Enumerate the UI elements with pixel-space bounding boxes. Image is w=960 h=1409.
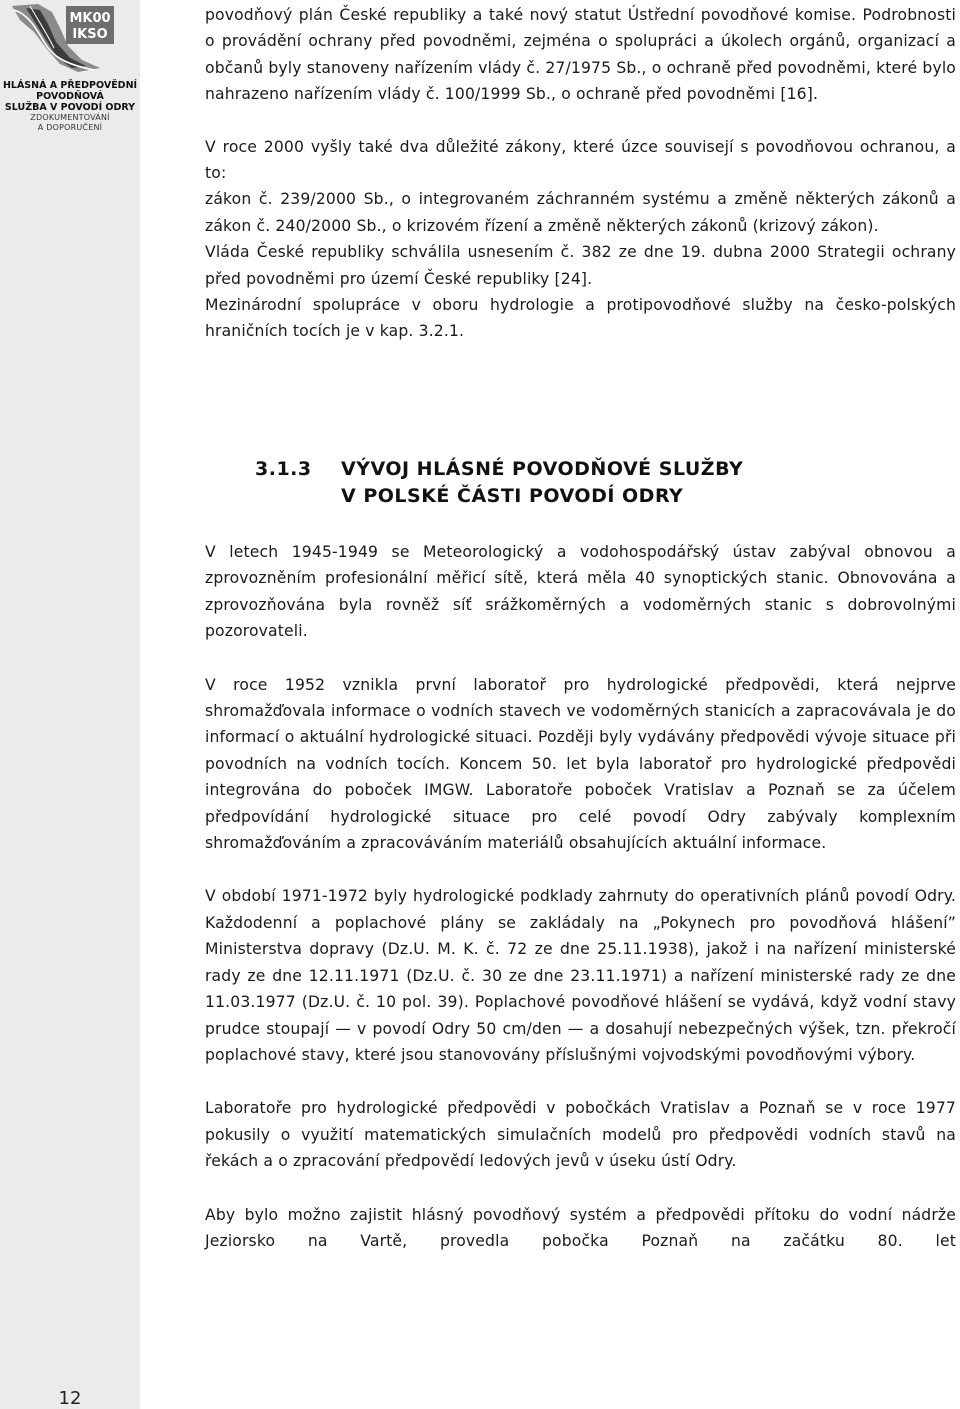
paragraph: Mezinárodní spolupráce v oboru hydrologie a protipovodňové služby na česko-polských hraničních tocích je v kap. 3.2.1. — [205, 296, 956, 341]
paragraph: V období 1971-1972 byly hydrologické podklady zahrnuty do operativních plánů povodí Odry. Každodenní a poplachové plány se zakládaly na „Pokynech pro povodňová hlášení” Ministerstva dopravy (Dz.U. M. K. č. 72 ze dne 25.11.1938), jakož i na nařízení ministerské rady ze dne 12.11.1971 (Dz.U. č. 30 ze dne 23.11.1971) a nařízení ministerské rady ze dne 11.03.1977 (Dz.U. č. 10 pol. 39). Poplachové povodňové hlášení se vydává, když vodní stavy prudce stoupají — v povodí Odry 50 cm/den — a dosahují nebezpečných výšek, tzn. překročí poplachové stavy, které jsou stanovovány příslušnými vojvodskými povodňovými výbory. — [205, 887, 956, 1064]
section-title — [341, 456, 901, 510]
sidebar-title-line: HLÁSNÁ A PŘEDPOVĚDNÍ — [2, 80, 138, 91]
mkoo-ikso-logo — [8, 2, 136, 74]
logo-text-bottom: IKSO — [72, 27, 108, 42]
section-number: 3.1.3 — [255, 458, 312, 480]
paragraph: V letech 1945-1949 se Meteorologický a vodohospodářský ústav zabýval obnovou a zprovozněním profesionální měřicí sítě, která měla 40 synoptických stanic. Obnovována a zprovozňována byla rovněž síť srážkoměrných a vodoměrných stanic s dobrovolnými pozorovateli. — [205, 543, 956, 641]
page-number: 12 — [58, 1388, 82, 1409]
sidebar-caption — [0, 80, 140, 133]
body-text-bottom — [205, 539, 956, 1254]
paragraph: zákon č. 239/2000 Sb., o integrovaném záchranném systému a změně některých zákonů a zákon č. 240/2000 Sb., o krizovém řízení a změně některých zákonů (krizový zákon). — [205, 190, 956, 235]
section-title-line: V POLSKÉ ČÁSTI POVODÍ ODRY — [341, 485, 684, 507]
paragraph: V roce 2000 vyšly také dva důležité zákony, které úzce souvisejí s povodňovou ochranou, a to: — [205, 137, 956, 183]
sidebar-title-line: POVODŇOVÁ — [36, 91, 104, 102]
logo-text-top: MK00 — [69, 11, 111, 26]
sidebar — [0, 0, 140, 1409]
sidebar-subtitle-line: ZDOKUMENTOVÁNÍ — [30, 113, 110, 122]
sidebar-subtitle-line: A DOPORUČENÍ — [37, 123, 103, 132]
paragraph: povodňový plán České republiky a také nový statut Ústřední povodňové komise. Podrobnosti o provádění ochrany před povodněmi, zejména o spolupráci a úkolech orgánů, organizací a občanů byly stanoveny nařízením vlády č. 27/1975 Sb., o ochraně před povodněmi, které bylo nahrazeno nařízením vlády č. 100/1999 Sb., o ochraně před povodněmi [16]. — [205, 6, 956, 104]
paragraph: V roce 1952 vznikla první laboratoř pro hydrologické předpovědi, která nejprve shromažďovala informace o vodních stavech ve vodoměrných stanicích a zapracovávala je do informací o aktuální hydrologické situaci. Později byly vydávány předpovědi vývoje situace při povodních na vodních tocích. Koncem 50. let byla laboratoř pro hydrologické předpovědi integrována do poboček IMGW. Laboratoře poboček Vratislav a Poznaň se za účelem předpovídání hydrologické situace pro celé povodí Odry zabývaly komplexním shromažďováním a zpracováváním materiálů obsahujících aktuální informace. — [205, 675, 956, 853]
section-title-line: VÝVOJ HLÁSNÉ POVODŇOVÉ SLUŽBY — [341, 458, 744, 480]
paragraph: Laboratoře pro hydrologické předpovědi v pobočkách Vratislav a Poznaň se v roce 1977 pokusily o využití matematických simulačních modelů pro předpovědi vodních stavů na řekách a o zpracování předpovědí ledových jevů v úseku ústí Odry. — [205, 1099, 956, 1171]
body-text-top — [205, 2, 956, 345]
sidebar-title-line: SLUŽBA V POVODÍ ODRY — [4, 102, 136, 113]
paragraph: Aby bylo možno zajistit hlásný povodňový systém a předpovědi přítoku do vodní nádrže Jeziorsko na Vartě, provedla pobočka Poznaň na začátku 80. let — [205, 1205, 956, 1250]
paragraph: Vláda České republiky schválila usnesením č. 382 ze dne 19. dubna 2000 Strategii ochrany před povodněmi pro území České republiky [24]. — [205, 243, 956, 288]
